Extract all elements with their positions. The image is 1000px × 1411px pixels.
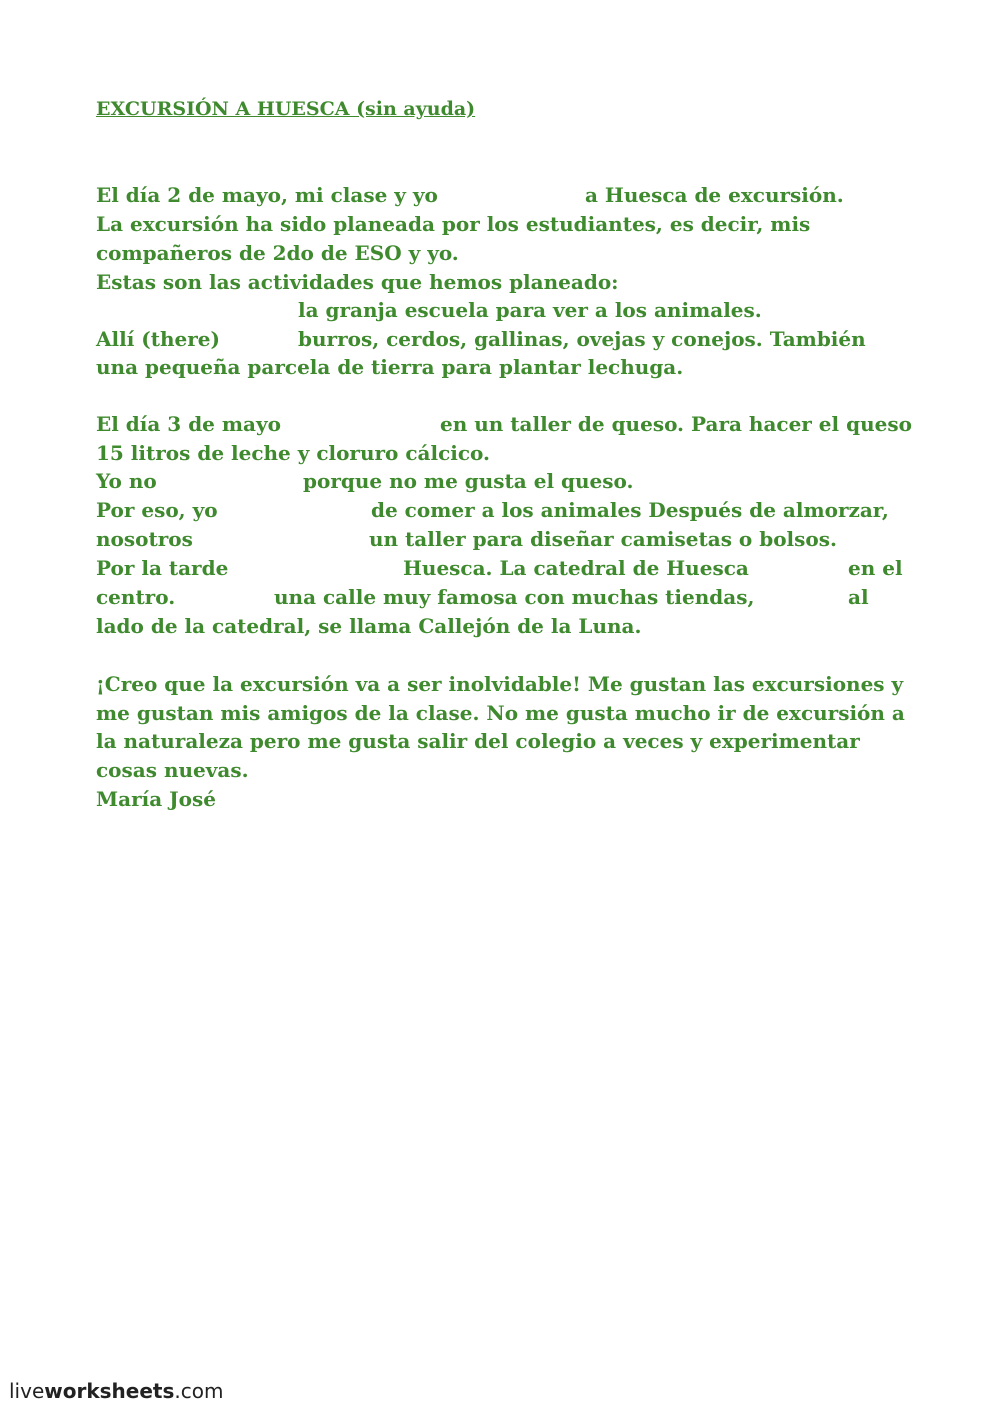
text-line: burros, cerdos, gallinas, ovejas y conejos. También: [298, 327, 866, 351]
text-line: lado de la catedral, se llama Callejón de la Luna.: [96, 614, 642, 638]
text-line: El día 2 de mayo, mi clase y yo: [96, 183, 438, 207]
answer-blank-11[interactable]: [752, 585, 844, 609]
text-line: cosas nuevas.: [96, 758, 249, 782]
text-line: la naturaleza pero me gusta salir del colegio a veces y experimentar: [96, 729, 860, 753]
liveworksheets-logo: [9, 1376, 223, 1406]
answer-blank-4[interactable]: [285, 412, 433, 436]
text-line: la granja escuela para ver a los animales.: [298, 298, 762, 322]
text-line: centro.: [96, 585, 176, 609]
text-line: 15 litros de leche y cloruro cálcico.: [96, 441, 490, 465]
text-line: ¡Creo que la excursión va a ser inolvidable! Me gustan las excursiones y: [96, 672, 904, 696]
text-line: de comer a los animales Después de almorzar,: [371, 498, 889, 522]
answer-blank-2[interactable]: [96, 298, 291, 322]
text-line: al: [848, 585, 869, 609]
worksheet-title: EXCURSIÓN A HUESCA (sin ayuda): [96, 98, 476, 120]
text-line: una pequeña parcela de tierra para plantar lechuga.: [96, 355, 684, 379]
answer-blank-3[interactable]: [240, 327, 292, 351]
answer-blank-10[interactable]: [180, 585, 268, 609]
answer-blank-6[interactable]: [222, 498, 364, 522]
text-line: La excursión ha sido planeada por los estudiantes, es decir, mis: [96, 212, 811, 236]
logo-worksheets: worksheets: [44, 1379, 175, 1403]
text-line: en un taller de queso. Para hacer el queso: [440, 412, 912, 436]
text-line: porque no me gusta el queso.: [303, 469, 634, 493]
text-line: Allí (there): [96, 327, 220, 351]
text-line: compañeros de 2do de ESO y yo.: [96, 241, 459, 265]
text-line: una calle muy famosa con muchas tiendas,: [274, 585, 755, 609]
text-line: Huesca. La catedral de Huesca: [403, 556, 749, 580]
text-line: me gustan mis amigos de la clase. No me gusta mucho ir de excursión a: [96, 701, 905, 725]
text-line: Por la tarde: [96, 556, 229, 580]
logo-live: live: [9, 1379, 45, 1403]
text-line: nosotros: [96, 527, 193, 551]
text-line: en el: [848, 556, 903, 580]
answer-blank-7[interactable]: [198, 527, 363, 551]
answer-blank-8[interactable]: [235, 556, 397, 580]
text-line: El día 3 de mayo: [96, 412, 281, 436]
answer-blank-1[interactable]: [438, 183, 578, 207]
text-line: Yo no: [96, 469, 157, 493]
logo-suffix: .com: [174, 1379, 224, 1403]
answer-blank-9[interactable]: [752, 556, 840, 580]
text-line: Por eso, yo: [96, 498, 218, 522]
text-line: a Huesca de excursión.: [585, 183, 844, 207]
signature-line: María José: [96, 787, 216, 811]
text-line: Estas son las actividades que hemos planeado:: [96, 270, 619, 294]
text-line: un taller para diseñar camisetas o bolsos.: [369, 527, 837, 551]
answer-blank-5[interactable]: [165, 469, 297, 493]
